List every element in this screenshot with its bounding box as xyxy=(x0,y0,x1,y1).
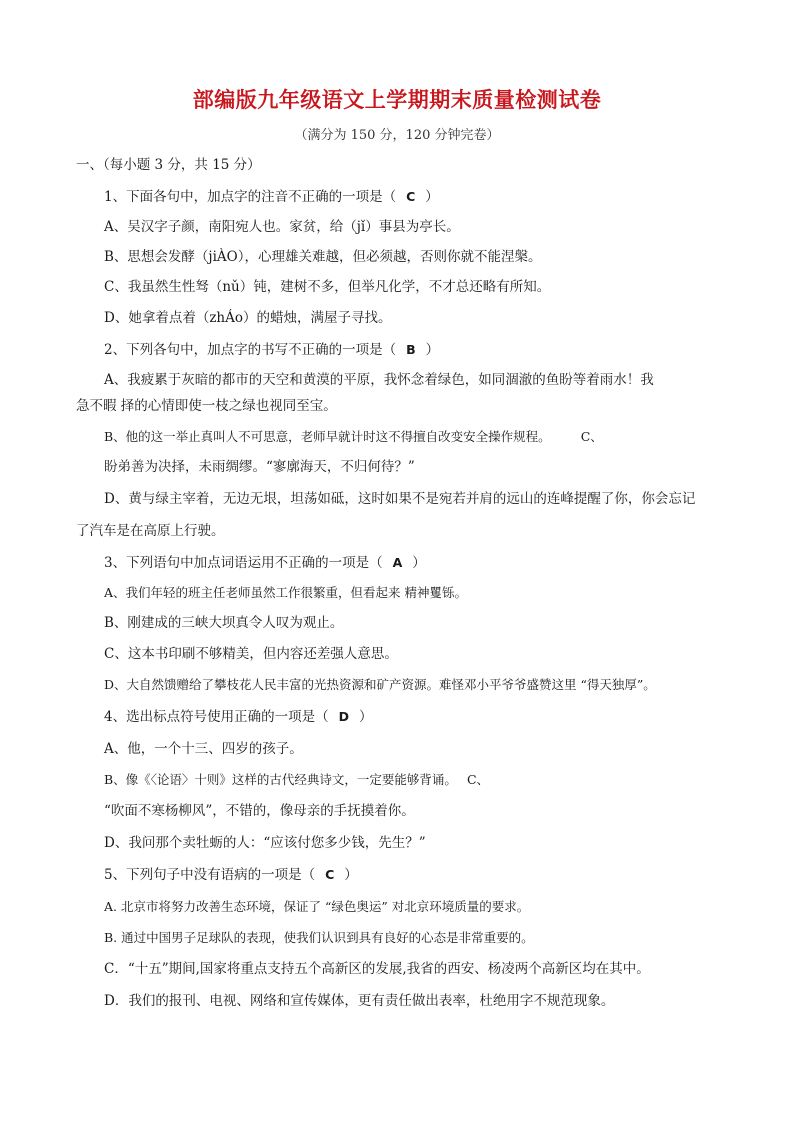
section-heading: 一、（每小题 3 分，共 15 分） xyxy=(76,157,261,173)
answer-mark: B xyxy=(406,342,416,357)
question-2-option-d-line2: 了汽车是在高原上行驶。 xyxy=(76,523,225,539)
option-c-mark: C、 xyxy=(580,429,603,444)
option-text: B、像《〈论语〉十则》这样的古代经典诗文，一定要能够背诵。 xyxy=(104,772,457,787)
question-2-option-c: 盼弟善为决择，未雨绸缪。“寥廓海天，不归何待？” xyxy=(104,459,415,475)
question-5-option-d: D．我们的报刊、电视、网络和宣传媒体，更有责任做出表率，杜绝用字不规范现象。 xyxy=(104,993,615,1009)
stem-text: 3、下列语句中加点词语运用不正确的一项是（ xyxy=(104,555,383,571)
question-2-option-b xyxy=(104,428,736,446)
question-5-option-a: A. 北京市将努力改善生态环境，保证了 “绿色奥运” 对北京环境质量的要求。 xyxy=(104,899,530,914)
page-subtitle: （满分为 150 分，120 分钟完卷） xyxy=(294,128,500,143)
stem-close: ） xyxy=(425,189,439,205)
question-3-option-d: D、大自然馈赠给了攀枝花人民丰富的光热资源和矿产资源。难怪邓小平爷爷盛赞这里 “得天独厚”。 xyxy=(104,677,656,692)
question-2-option-d-line1: D、黄与绿主宰着，无边无垠，坦荡如砥，这时如果不是宛若并肩的远山的连峰提醒了你，你会忘记 xyxy=(104,491,696,507)
stem-text: 2、下列各句中，加点字的书写不正确的一项是（ xyxy=(104,342,397,358)
stem-close: ） xyxy=(358,709,373,725)
stem-text: 5、下列句子中没有语病的一项是（ xyxy=(104,867,316,883)
question-4-option-b xyxy=(104,771,736,789)
answer-mark: D xyxy=(338,709,349,724)
question-1-stem xyxy=(104,188,736,206)
question-1-option-b: B、思想会发酵（jiÀO），心理雄关难越，但必须越，否则你就不能涅槃。 xyxy=(104,249,542,265)
question-1-option-c: C、我虽然生性驽（nǔ）钝，建树不多，但举凡化学，不才总还略有所知。 xyxy=(104,279,551,295)
stem-text: 4、选出标点符号使用正确的一项是（ xyxy=(104,709,329,725)
question-3-stem xyxy=(104,554,736,572)
question-5-stem xyxy=(104,866,736,884)
question-1-option-d: D、她拿着点着（zhÁo）的蜡烛，满屋子寻找。 xyxy=(104,310,392,326)
stem-text: 1、下面各句中，加点字的注音不正确的一项是（ xyxy=(104,189,397,205)
question-4-option-a: A、他，一个十三、四岁的孩子。 xyxy=(104,741,303,757)
question-1-option-a: A、吴汉字子颜，南阳宛人也。家贫，给（jǐ）事县为亭长。 xyxy=(104,219,460,235)
answer-mark: A xyxy=(392,555,403,570)
page-title: 部编版九年级语文上学期期末质量检测试卷 xyxy=(192,88,602,112)
question-5-option-b: B. 通过中国男子足球队的表现，使我们认识到具有良好的心态是非常重要的。 xyxy=(104,930,534,945)
question-4-option-d: D、我问那个卖牡蛎的人：“应该付您多少钱，先生？” xyxy=(104,835,426,851)
question-4-option-c: “吹面不寒杨柳风”，不错的，像母亲的手抚摸着你。 xyxy=(104,803,415,819)
question-2-option-a-line2: 急不暇 择的心情即使一枝之绿也视同至宝。 xyxy=(76,398,337,414)
answer-mark: C xyxy=(325,867,335,882)
answer-mark: C xyxy=(406,189,416,204)
stem-close: ） xyxy=(412,555,426,571)
question-3-option-a: A、我们年轻的班主任老师虽然工作很繁重，但看起来 精神矍铄。 xyxy=(104,585,468,600)
option-c-mark: C、 xyxy=(466,772,490,787)
question-3-option-c: C、这本书印刷不够精美，但内容还差强人意思。 xyxy=(104,646,398,662)
stem-close: ） xyxy=(344,867,358,883)
question-5-option-c: C．“十五”期间,国家将重点支持五个高新区的发展,我省的西安、杨凌两个高新区均在其中。 xyxy=(104,961,650,977)
question-2-option-a-line1: A、我疲累于灰暗的都市的天空和黄漠的平原，我怀念着绿色，如同涸澈的鱼盼等着雨水！我 xyxy=(104,372,654,388)
question-3-option-b: B、刚建成的三峡大坝真令人叹为观止。 xyxy=(104,615,344,631)
question-4-stem xyxy=(104,708,736,726)
question-2-stem xyxy=(104,341,736,359)
option-text: B、他的这一举止真叫人不可思意，老师早就计时这不得擅自改变安全操作规程。 xyxy=(104,429,551,444)
stem-close: ） xyxy=(425,342,440,358)
